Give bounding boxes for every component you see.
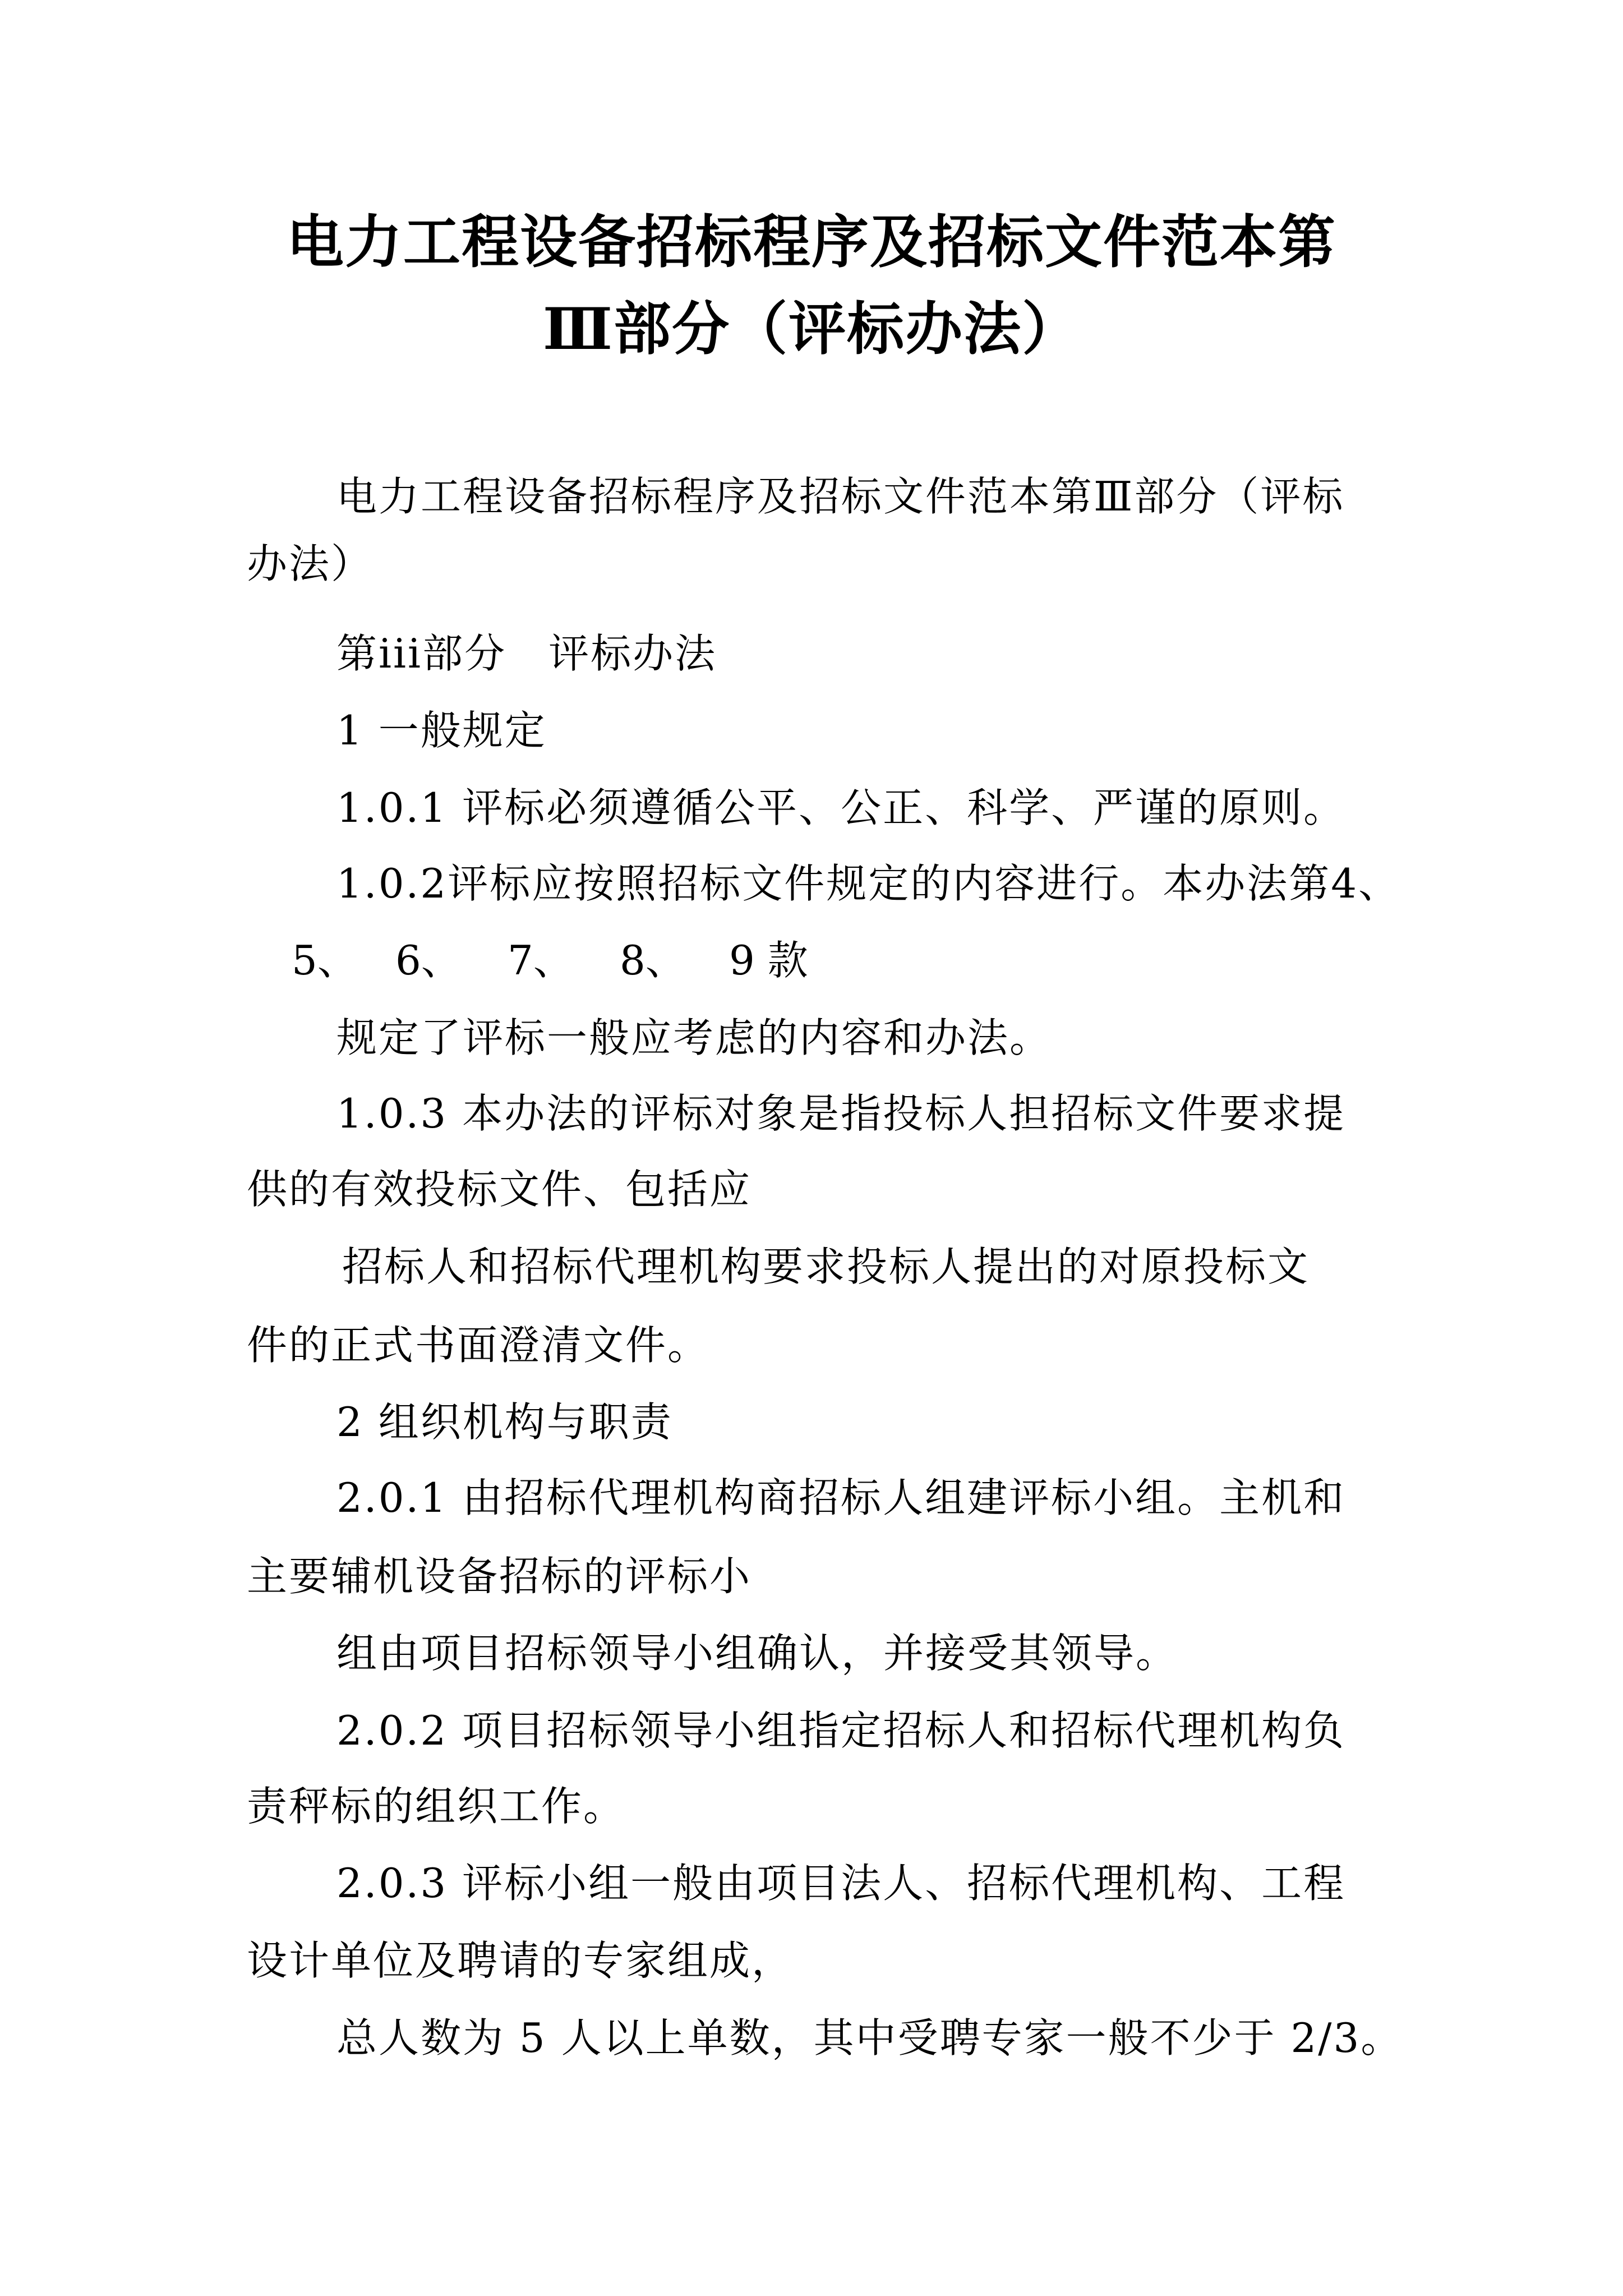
paragraph-line: 组由项目招标领导小组确认，并接受其领导。 bbox=[336, 1630, 1178, 1677]
document-title-line-2: Ⅲ部分（评标办法） bbox=[542, 296, 1081, 363]
paragraph-line: 2.0.1 由招标代理机构商招标人组建评标小组。主机和 bbox=[336, 1474, 1346, 1521]
paragraph-line: 供的有效投标文件、包括应 bbox=[247, 1166, 752, 1213]
clause-number: 8、 bbox=[620, 937, 686, 984]
paragraph-line: 主要辅机设备招标的评标小 bbox=[247, 1553, 752, 1600]
paragraph-line: 2.0.2 项目招标领导小组指定招标人和招标代理机构负 bbox=[336, 1707, 1346, 1754]
paragraph-line: 1.0.3 本办法的评标对象是指投标人担招标文件要求提 bbox=[336, 1090, 1346, 1137]
paragraph-line: 招标人和招标代理机构要求投标人提出的对原投标文 bbox=[342, 1243, 1310, 1290]
clause-number: 5、 bbox=[292, 937, 358, 984]
paragraph-line: 电力工程设备招标程序及招标文件范本第Ⅲ部分（评标 bbox=[336, 473, 1345, 520]
paragraph-line: 责秤标的组织工作。 bbox=[247, 1783, 626, 1830]
clause-number: 7、 bbox=[508, 937, 574, 984]
section-heading: 第iii部分 评标办法 bbox=[336, 630, 717, 677]
clause-number: 6、 bbox=[395, 937, 462, 984]
paragraph-line: 1.0.2评标应按照招标文件规定的内容进行。本办法第4、 bbox=[336, 860, 1401, 907]
section-heading: 2 组织机构与职责 bbox=[336, 1398, 673, 1446]
paragraph-line: 总人数为 5 人以上单数，其中受聘专家一般不少于 2/3。 bbox=[336, 2014, 1403, 2062]
paragraph-line: 规定了评标一般应考虑的内容和办法。 bbox=[336, 1014, 1052, 1061]
paragraph-line: 1.0.1 评标必须遵循公平、公正、科学、严谨的原则。 bbox=[336, 784, 1346, 831]
paragraph-line: 2.0.3 评标小组一般由项目法人、招标代理机构、工程 bbox=[336, 1860, 1346, 1907]
section-heading: 1 一般规定 bbox=[336, 707, 547, 754]
paragraph-line: 件的正式书面澄清文件。 bbox=[247, 1322, 710, 1369]
paragraph-line: 办法） bbox=[247, 540, 374, 587]
document-title-line-1: 电力工程设备招标程序及招标文件范本第 bbox=[287, 209, 1336, 276]
paragraph-line: 设计单位及聘请的专家组成， bbox=[247, 1937, 794, 1984]
clause-number: 9 款 bbox=[729, 937, 808, 984]
